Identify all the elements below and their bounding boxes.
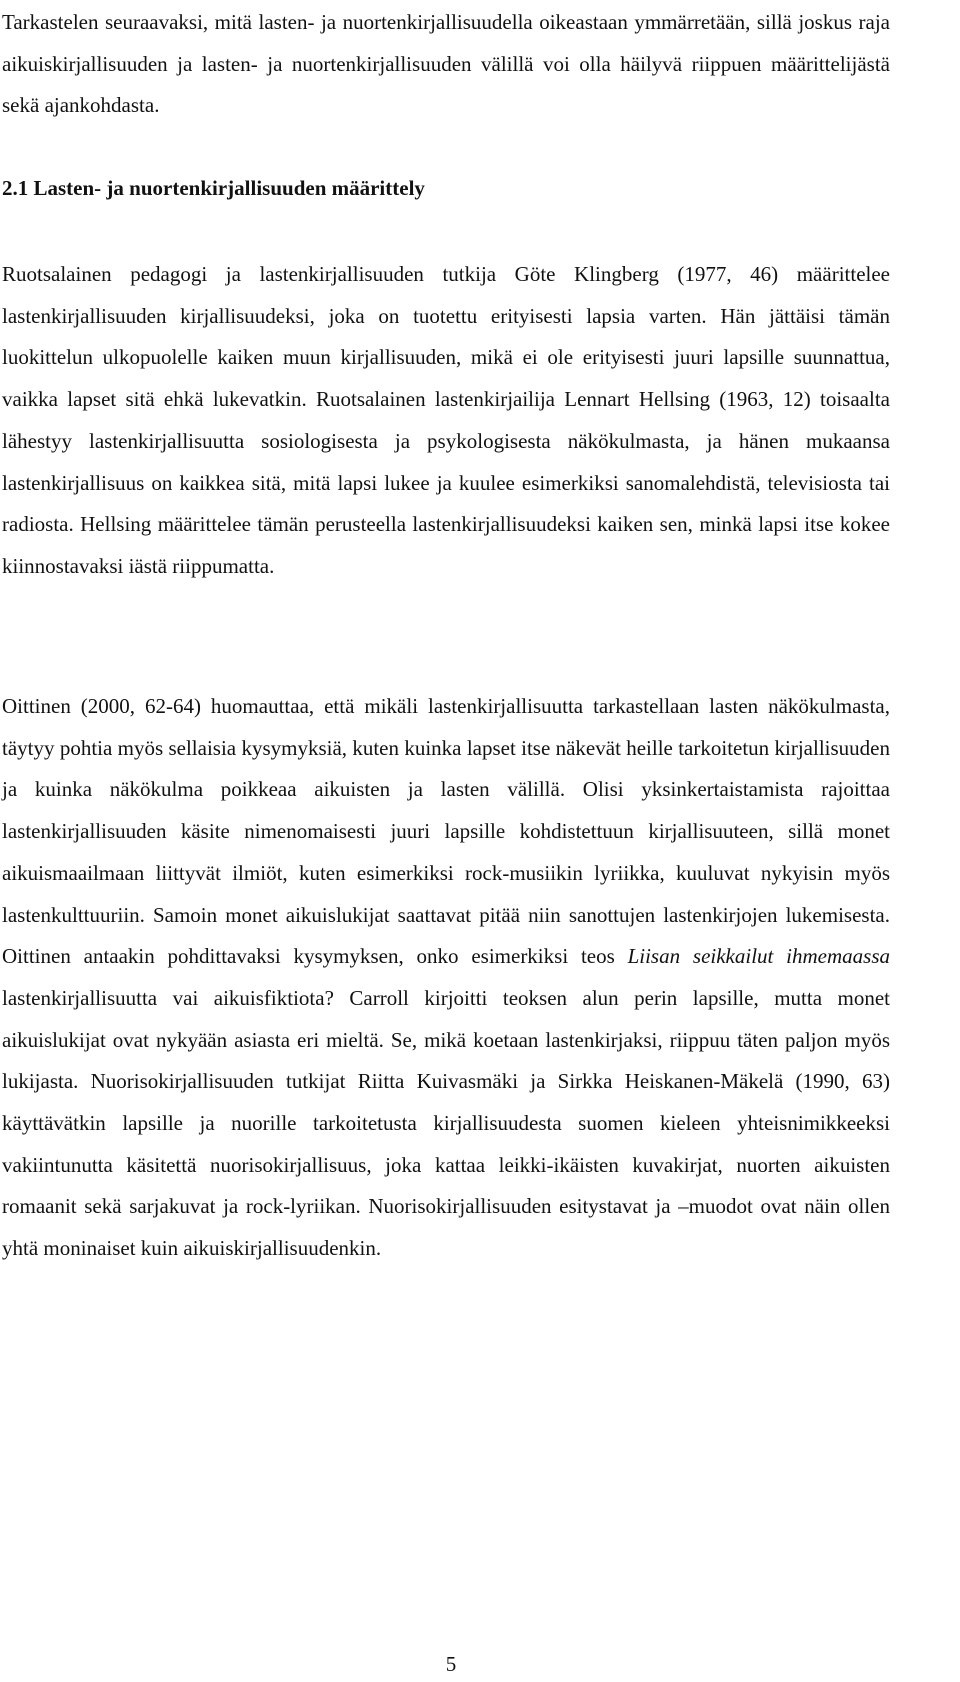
body-paragraph-1: Ruotsalainen pedagogi ja lastenkirjallisuuden tutkija Göte Klingberg (1977, 46) määrittelee lastenkirjallisuuden kirjallisuudeksi, joka on tuotettu erityisesti lapsia varten. Hän jättäisi tämän luokittelun ulkopuolelle kaiken muun kirjallisuuden, mikä ei ole erityisesti juuri lapsille suunnattua, vaikka lapset sitä ehkä lukevatkin. Ruotsalainen lastenkirjailija Lennart Hellsing (1963, 12) toisaalta lähestyy lastenkirjallisuutta sosiologisesta ja psykologisesta näkökulmasta, ja hänen mukaansa lastenkirjallisuus on kaikkea sitä, mitä lapsi lukee ja kuulee esimerkiksi sanomalehdistä, televisiosta tai radiosta. Hellsing määrittelee tämän perusteella lastenkirjallisuudeksi kaiken sen, minkä lapsi itse kokee kiinnostavaksi iästä riippumatta.	[2, 262, 890, 578]
paragraph-2-text-end: lastenkirjallisuutta vai aikuisfiktiota? Carroll kirjoitti teoksen alun perin lapsille, mutta monet aikuislukijat ovat nykyään asiasta eri mieltä. Se, mikä koetaan lastenkirjaksi, riippuu täten paljon myös lukijasta. Nuorisokirjallisuuden tutkijat Riitta Kuivasmäki ja Sirkka Heiskanen-Mäkelä (1990, 63) käyttävätkin lapsille ja nuorille tarkoitetusta kirjallisuudesta suomen kieleen yhteisnimikkeeksi vakiintunutta käsitettä nuorisokirjallisuus, joka kattaa leikki-ikäisten kuvakirjat, nuorten aikuisten romaanit sekä sarjakuvat ja rock-lyriikan. Nuorisokirjallisuuden esitystavat ja –muodot ovat näin ollen yhtä moninaiset kuin aikuiskirjallisuudenkin.	[2, 985, 890, 1261]
book-title: Liisan seikkailut ihmemaassa	[627, 944, 890, 969]
body-paragraph-2	[2, 686, 890, 1270]
section-heading: 2.1 Lasten- ja nuortenkirjallisuuden määrittely	[2, 176, 425, 200]
intro-paragraph: Tarkastelen seuraavaksi, mitä lasten- ja nuortenkirjallisuudella oikeastaan ymmärretään, sillä joskus raja aikuiskirjallisuuden ja lasten- ja nuortenkirjallisuuden välillä voi olla häilyvä riippuen määrittelijästä sekä ajankohdasta.	[2, 10, 890, 118]
paragraph-2-text-start: Oittinen (2000, 62-64) huomauttaa, että mikäli lastenkirjallisuutta tarkastellaan lasten näkökulmasta, täytyy pohtia myös sellaisia kysymyksiä, kuten kuinka lapset itse näkevät heille tarkoitetun kirjallisuuden ja kuinka näkökulma poikkeaa aikuisten ja lasten välillä. Olisi yksinkertaistamista rajoittaa lastenkirjallisuuden käsite nimenomaisesti juuri lapsille kohdistettuun kirjallisuuteen, sillä monet aikuismaailmaan liittyvät ilmiöt, kuten esimerkiksi rock-musiikin lyriikka, kuuluvat nykyisin myös lastenkulttuuriin. Samoin monet aikuislukijat saattavat pitää niin sanottujen lastenkirjojen lukemisesta. Oittinen antaakin pohdittavaksi kysymyksen, onko esimerkiksi teos	[2, 694, 890, 969]
page-number: 5	[445, 1652, 457, 1676]
